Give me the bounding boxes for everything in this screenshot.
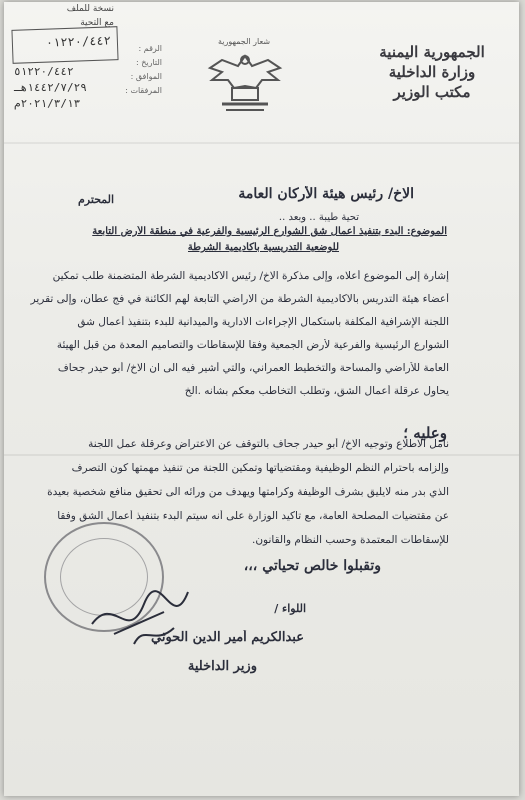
request-line: وإلزامه باحترام النظم الوظيفية ومقتضياتها وتمكين اللجنة من تنفيذ مهمتها كون التصرف [71, 462, 449, 474]
request-line: للإسقاطات المعتمدة وحسب النظام والقانون. [252, 534, 449, 546]
body-line: الشوارع الرئيسية والفرعية لأرض الجمعية وفقا للإسقاطات والتصاميم المعدة من قبل الهيئة [56, 339, 449, 351]
letterhead-office: مكتب الوزير [393, 83, 471, 101]
copies-note [4, 2, 114, 30]
body-line: أعضاء هيئة التدريس بالاكاديمية الشرطة من الاراضي التابعة لهم الكائنة في فج عطان، وإلى تقرير [30, 293, 449, 305]
signatory-rank: اللواء / [274, 602, 306, 615]
request-line: نأمل الاطلاع وتوجيه الاخ/ أبو حيدر جحاف بالتوقف عن الاعتراض وعرقلة عمل اللجنة [88, 438, 449, 450]
request-line: عن مقتضيات المصلحة العامة، مع تأكيد الوزارة على أنه سيتم البدء بتنفيذ أعمال الشق وفقا [57, 510, 449, 522]
request-line: الذي بدر منه لايليق بشرف الوظيفة وكرامتها ويهدف من ورائه الى تحقيق منافع شخصية بعيدة [47, 486, 449, 498]
letterhead-ministry: وزارة الداخلية [388, 63, 476, 81]
reference-date-hijri: ١٤٤٢/٧/٢٩هـ [14, 81, 87, 94]
copy-line: مع التحية [80, 18, 114, 28]
closing-remark: وتقبلوا خالص تحياتي ،،، [243, 558, 381, 574]
eagle-emblem-icon [202, 38, 288, 118]
reference-box-value: ٠١٢٢٠/٤٤٢ [45, 33, 112, 50]
greeting: تحية طيبة .. وبعد .. [278, 212, 359, 223]
letterhead-country: الجمهورية اليمنية [379, 43, 485, 61]
copy-line: نسخة للملف [66, 4, 114, 14]
label-date: التاريخ : [135, 58, 162, 67]
paper-fold [4, 454, 519, 456]
and-accordingly: وعليه ؛ [403, 424, 447, 442]
reference-number: ٥١٢٢٠/٤٤٢ [14, 65, 74, 78]
letter-page [4, 2, 519, 796]
addressee: الاخ/ رئيس هيئة الأركان العامة [238, 186, 414, 202]
subject-line-2: للوضعية التدريسية بأكاديمية الشرطة [187, 242, 339, 253]
label-attachments: المرفقات : [125, 86, 162, 95]
signatory-title: وزير الداخلية [187, 659, 257, 674]
subject-line-1: الموضوع: البدء بتنفيذ أعمال شق الشوارع الرئيسية والفرعية في منطقة الأرض التابعة [92, 226, 447, 237]
body-line: اللجنة الإشرافية المكلفة باستكمال الإجراءات الادارية والميدانية للبدء بتنفيذ أعمال شق [77, 316, 449, 328]
body-line: إشارة إلى الموضوع أعلاه، وإلى مذكرة الاخ/ رئيس الاكاديمية الشرطة المتضمنة طلب تمكين [52, 270, 449, 282]
paper-fold [4, 142, 519, 144]
salutation: المحترم [78, 193, 115, 206]
emblem-caption: شعار الجمهورية [217, 37, 271, 46]
label-corresponding: الموافق : [130, 72, 162, 81]
reference-date-greg: ٢٠٢١/٣/١٣م [14, 97, 81, 110]
body-line: العامة للأراضي والمساحة والتخطيط العمراني، والتي أشير فيه الى ان الاخ/ أبو حيدر جحاف [57, 362, 449, 374]
reference-values [14, 64, 144, 112]
label-number: الرقم : [138, 44, 162, 53]
body-line: يحاول عرقلة أعمال الشق، وتطلب التخاطب معكم بشأنه .الخ [184, 385, 449, 397]
signatory-name: عبدالكريم أمير الدين الحوثي [151, 630, 304, 645]
letterhead [367, 42, 497, 102]
reference-stamp-box [11, 26, 118, 64]
